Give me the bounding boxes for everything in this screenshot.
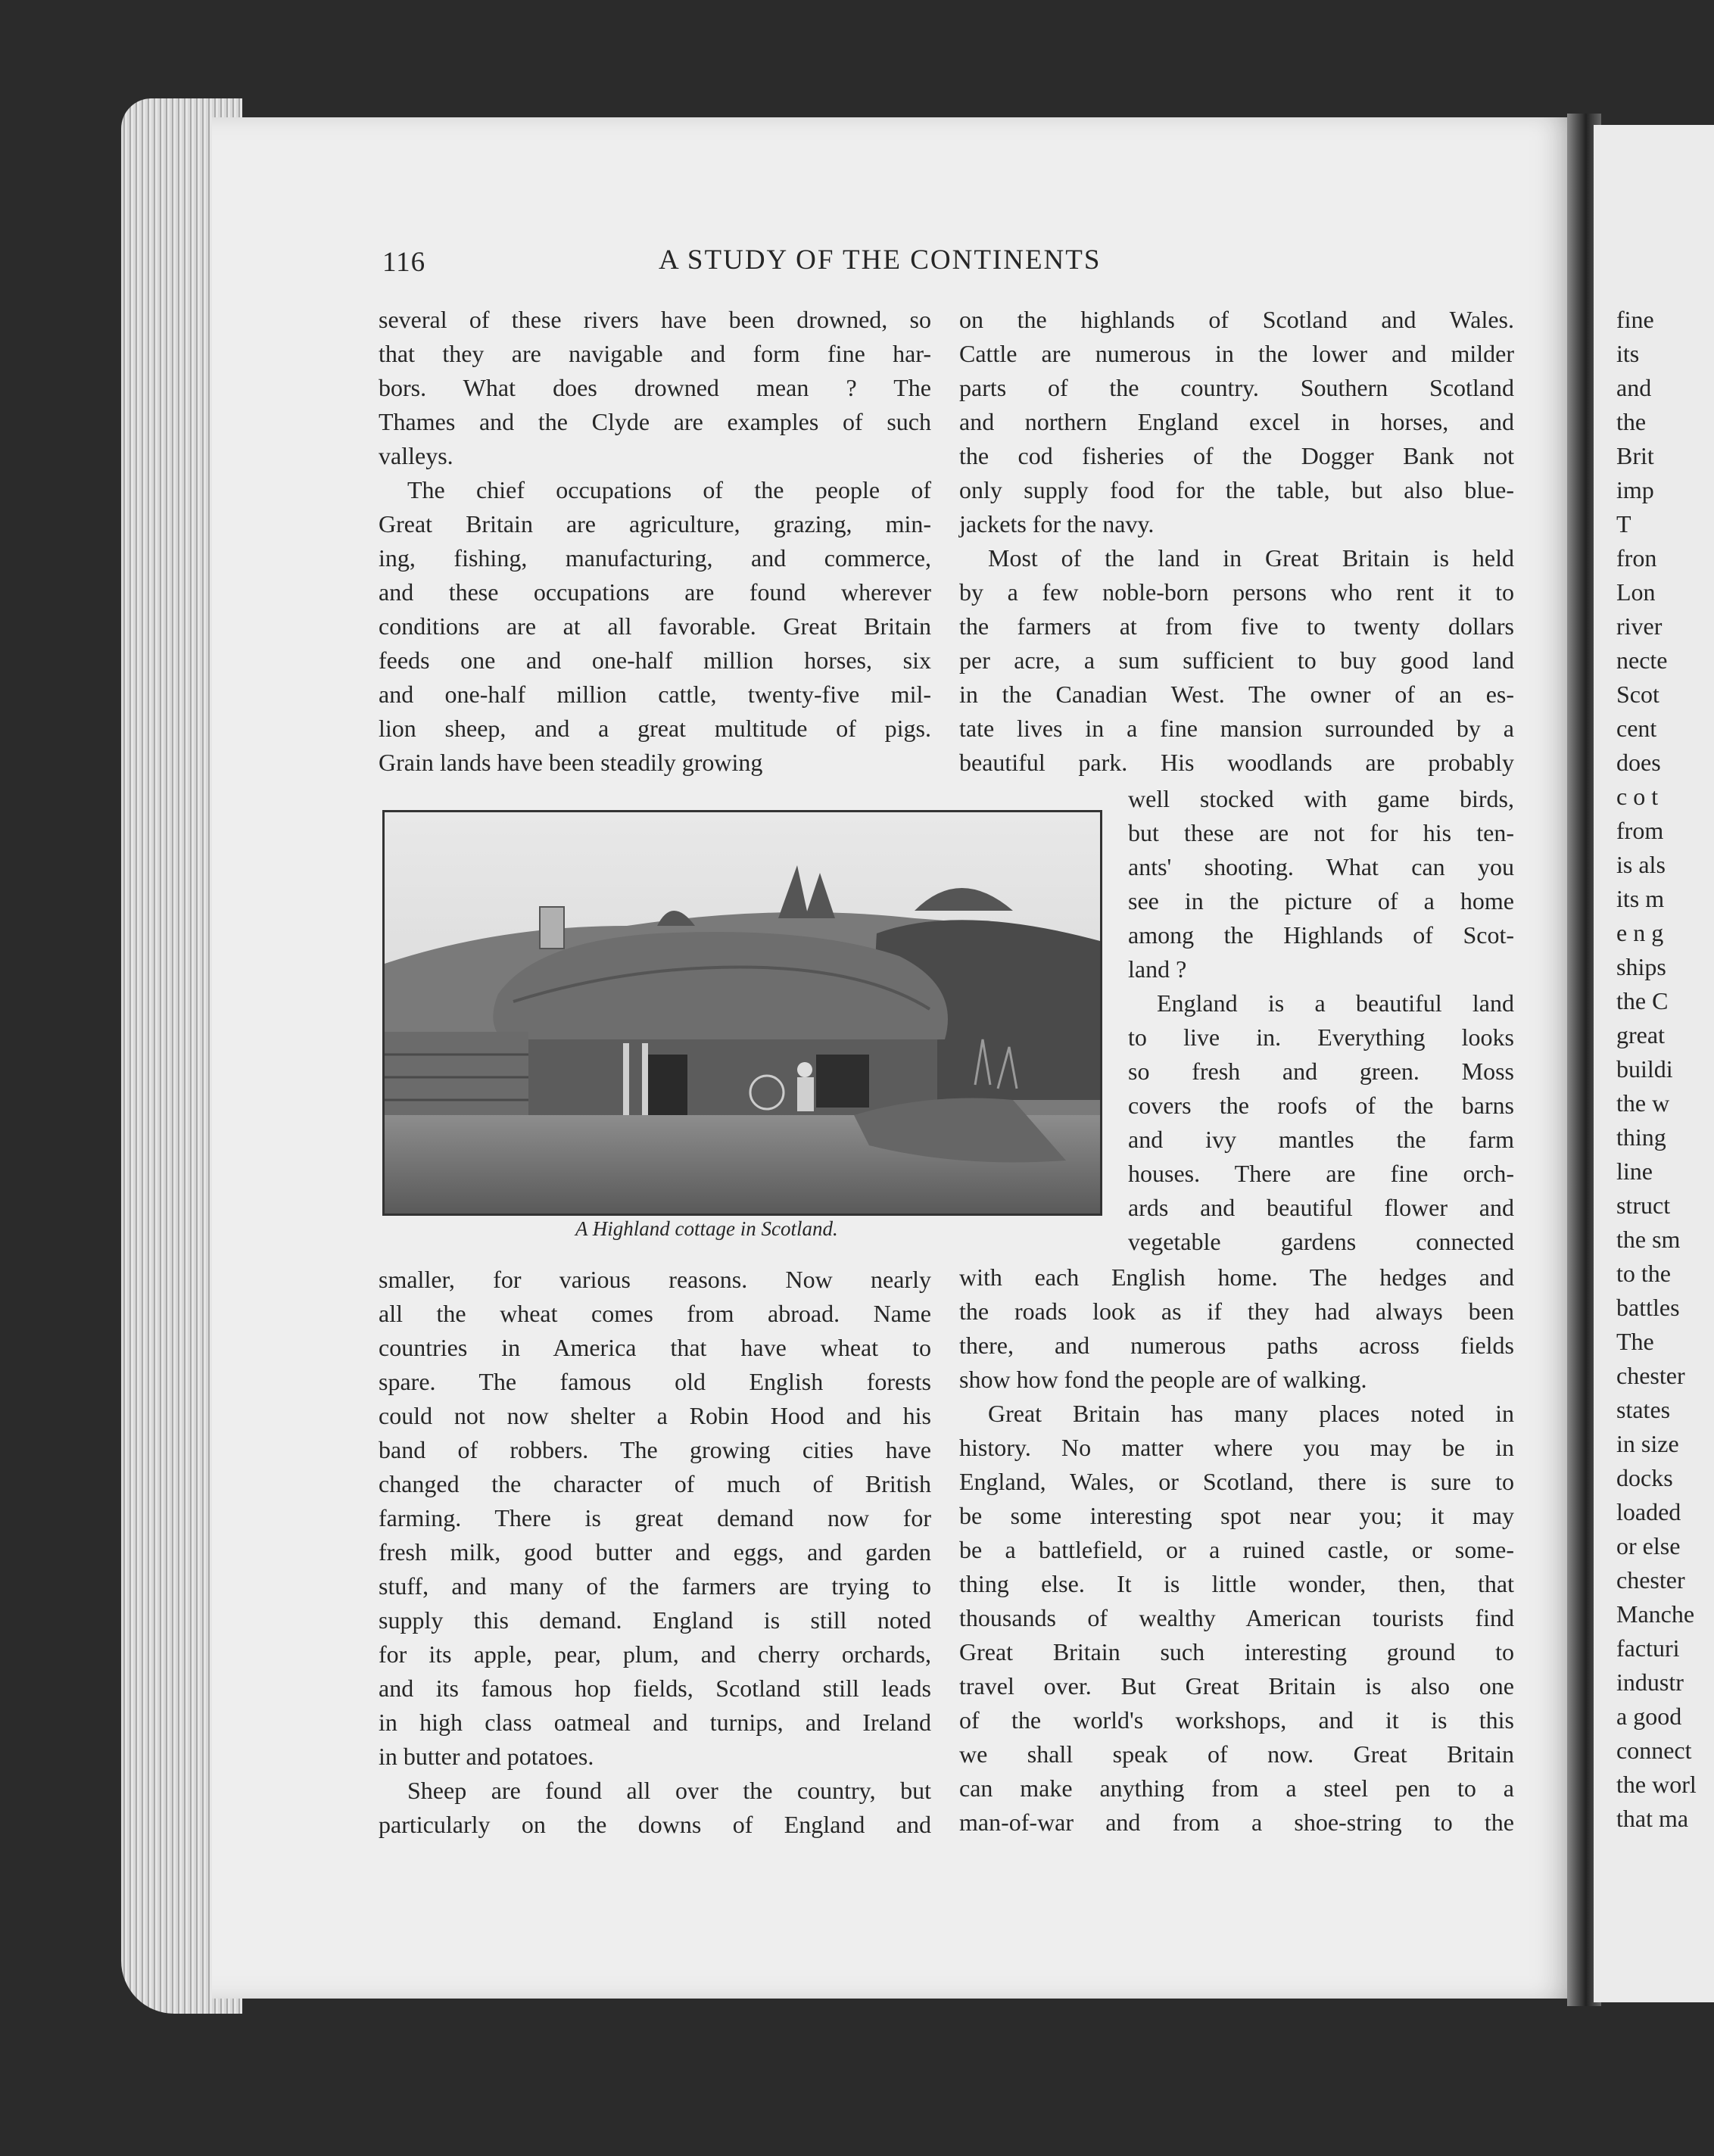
running-head: A STUDY OF THE CONTINENTS xyxy=(659,245,1102,276)
text-line: Thames and the Clyde are examples of such xyxy=(379,408,931,435)
text-line: there, and numerous paths across fields xyxy=(959,1332,1514,1359)
text-line: farming. There is great demand now for xyxy=(379,1504,931,1531)
text-line: loaded xyxy=(1616,1498,1681,1525)
text-line: of the world's workshops, and it is this xyxy=(959,1706,1514,1734)
text-line: thing xyxy=(1616,1123,1666,1151)
text-line: lion sheep, and a great multitude of pigs. xyxy=(379,715,931,742)
text-line: great xyxy=(1616,1021,1665,1048)
text-line: countries in America that have wheat to xyxy=(379,1334,931,1361)
text-line: several of these rivers have been drowned, so xyxy=(379,306,931,333)
text-line: see in the picture of a home xyxy=(1128,887,1514,914)
text-line: the worl xyxy=(1616,1771,1697,1798)
text-line: feeds one and one-half million horses, six xyxy=(379,646,931,674)
text-line: band of robbers. The growing cities have xyxy=(379,1436,931,1463)
text-line: but these are not for his ten- xyxy=(1128,819,1514,846)
text-line: the C xyxy=(1616,987,1669,1014)
text-line: stuff, and many of the farmers are trying to xyxy=(379,1572,931,1600)
text-line: from xyxy=(1616,817,1664,844)
text-line: be a battlefield, or a ruined castle, or some- xyxy=(959,1536,1514,1563)
text-line: smaller, for various reasons. Now nearly xyxy=(379,1266,931,1293)
text-line: jackets for the navy. xyxy=(959,510,1155,537)
text-line: chester xyxy=(1616,1566,1685,1594)
text-line: The chief occupations of the people of xyxy=(407,476,931,503)
text-line: the cod fisheries of the Dogger Bank not xyxy=(959,442,1514,469)
text-line: history. No matter where you may be in xyxy=(959,1434,1514,1461)
text-line: connect xyxy=(1616,1737,1692,1764)
highland-cottage-photo xyxy=(382,810,1102,1216)
text-line: by a few noble-born persons who rent it to xyxy=(959,578,1514,606)
text-line: all the wheat comes from abroad. Name xyxy=(379,1300,931,1327)
text-line: bors. What does drowned mean ? The xyxy=(379,374,931,401)
text-line: changed the character of much of British xyxy=(379,1470,931,1497)
text-line: line xyxy=(1616,1157,1653,1185)
text-line: T xyxy=(1616,510,1631,537)
text-line: chester xyxy=(1616,1362,1685,1389)
text-line: a good xyxy=(1616,1703,1682,1730)
text-line: is als xyxy=(1616,851,1666,878)
text-line: Great Britain has many places noted in xyxy=(988,1400,1514,1427)
text-line: the sm xyxy=(1616,1226,1681,1253)
text-line: land ? xyxy=(1128,955,1187,983)
text-line: thousands of wealthy American tourists find xyxy=(959,1604,1514,1631)
text-line: Brit xyxy=(1616,442,1654,469)
text-line: spare. The famous old English forests xyxy=(379,1368,931,1395)
text-line: e n g xyxy=(1616,919,1664,946)
text-line: battles xyxy=(1616,1294,1680,1321)
text-line: does xyxy=(1616,749,1661,776)
text-line: Grain lands have been steadily growing xyxy=(379,749,763,776)
text-line: can make anything from a steel pen to a xyxy=(959,1774,1514,1802)
text-line: Scot xyxy=(1616,681,1659,708)
figure-caption: A Highland cottage in Scotland. xyxy=(575,1217,838,1240)
text-line: and northern England excel in horses, and xyxy=(959,408,1514,435)
text-line: England, Wales, or Scotland, there is sure to xyxy=(959,1468,1514,1495)
text-line: states xyxy=(1616,1396,1671,1423)
text-line: the farmers at from five to twenty dollars xyxy=(959,612,1514,640)
column-right-top xyxy=(959,303,1514,780)
text-line: to the xyxy=(1616,1260,1671,1287)
text-line: thing else. It is little wonder, then, that xyxy=(959,1570,1514,1597)
text-line: England is a beautiful land xyxy=(1157,989,1514,1017)
text-line: in size xyxy=(1616,1430,1679,1457)
facing-page-fragment xyxy=(1616,303,1714,1836)
text-line: that they are navigable and form fine har- xyxy=(379,340,931,367)
text-line: Most of the land in Great Britain is held xyxy=(988,544,1514,572)
text-line: cent xyxy=(1616,715,1657,742)
text-line: particularly on the downs of England and xyxy=(379,1811,931,1838)
text-line: only supply food for the table, but also blue- xyxy=(959,476,1514,503)
text-line: facturi xyxy=(1616,1634,1680,1662)
text-line: vegetable gardens connected xyxy=(1128,1228,1514,1255)
text-line: in high class oatmeal and turnips, and Ireland xyxy=(379,1709,931,1736)
text-line: ards and beautiful flower and xyxy=(1128,1194,1514,1221)
text-line: in butter and potatoes. xyxy=(379,1743,594,1770)
text-line: parts of the country. Southern Scotland xyxy=(959,374,1514,401)
text-line: buildi xyxy=(1616,1055,1673,1083)
text-line: or else xyxy=(1616,1532,1681,1559)
text-line: so fresh and green. Moss xyxy=(1128,1058,1514,1085)
text-line: and one-half million cattle, twenty-five mil- xyxy=(379,681,931,708)
text-line: river xyxy=(1616,612,1663,640)
text-line: ants' shooting. What can you xyxy=(1128,853,1514,880)
text-line: The xyxy=(1616,1328,1654,1355)
text-line: in the Canadian West. The owner of an es- xyxy=(959,681,1514,708)
text-line: beautiful park. His woodlands are probably xyxy=(959,749,1514,776)
text-line: docks xyxy=(1616,1464,1673,1491)
text-line: imp xyxy=(1616,476,1654,503)
text-line: Great Britain such interesting ground to xyxy=(959,1638,1514,1665)
text-line: among the Highlands of Scot- xyxy=(1128,921,1514,949)
text-line: supply this demand. England is still noted xyxy=(379,1606,931,1634)
text-line: necte xyxy=(1616,646,1668,674)
column-left-top xyxy=(379,303,931,780)
text-line: and its famous hop fields, Scotland still leads xyxy=(379,1675,931,1702)
text-line: its m xyxy=(1616,885,1665,912)
text-line: covers the roofs of the barns xyxy=(1128,1092,1514,1119)
text-line: valleys. xyxy=(379,442,453,469)
column-right-bottom xyxy=(959,1260,1514,1840)
text-line: struct xyxy=(1616,1192,1671,1219)
text-line: Lon xyxy=(1616,578,1656,606)
text-line: its xyxy=(1616,340,1640,367)
text-line: Great Britain are agriculture, grazing, min- xyxy=(379,510,931,537)
text-line: houses. There are fine orch- xyxy=(1128,1160,1514,1187)
text-line: fron xyxy=(1616,544,1657,572)
text-line: industr xyxy=(1616,1668,1684,1696)
text-line: we shall speak of now. Great Britain xyxy=(959,1740,1514,1768)
text-line: for its apple, pear, plum, and cherry orchards, xyxy=(379,1640,931,1668)
text-line: and xyxy=(1616,374,1652,401)
text-line: Cattle are numerous in the lower and milder xyxy=(959,340,1514,367)
text-line: ing, fishing, manufacturing, and commerce, xyxy=(379,544,931,572)
text-line: that ma xyxy=(1616,1805,1689,1832)
text-line: and these occupations are found wherever xyxy=(379,578,931,606)
text-line: fine xyxy=(1616,306,1654,333)
text-line: Sheep are found all over the country, but xyxy=(407,1777,931,1804)
text-line: fresh milk, good butter and eggs, and garden xyxy=(379,1538,931,1566)
text-line: per acre, a sum sufficient to buy good land xyxy=(959,646,1514,674)
column-left-bottom xyxy=(379,1263,931,1842)
text-line: and ivy mantles the farm xyxy=(1128,1126,1514,1153)
text-line: conditions are at all favorable. Great Britain xyxy=(379,612,931,640)
text-line: could not now shelter a Robin Hood and his xyxy=(379,1402,931,1429)
text-line: the xyxy=(1616,408,1647,435)
text-line: well stocked with game birds, xyxy=(1128,785,1514,812)
text-line: the w xyxy=(1616,1089,1670,1117)
text-line: be some interesting spot near you; it may xyxy=(959,1502,1514,1529)
page-number: 116 xyxy=(382,247,426,278)
text-line: to live in. Everything looks xyxy=(1128,1023,1514,1051)
text-line: with each English home. The hedges and xyxy=(959,1263,1514,1291)
text-line: ships xyxy=(1616,953,1666,980)
text-line: show how fond the people are of walking. xyxy=(959,1366,1367,1393)
text-line: on the highlands of Scotland and Wales. xyxy=(959,306,1514,333)
text-line: man-of-war and from a shoe-string to the xyxy=(959,1809,1514,1836)
text-line: c o t xyxy=(1616,783,1659,810)
text-line: travel over. But Great Britain is also one xyxy=(959,1672,1514,1700)
text-line: the roads look as if they had always been xyxy=(959,1298,1514,1325)
column-right-beside-figure xyxy=(1128,782,1514,1259)
text-line: tate lives in a fine mansion surrounded by a xyxy=(959,715,1514,742)
text-line: Manche xyxy=(1616,1600,1695,1628)
